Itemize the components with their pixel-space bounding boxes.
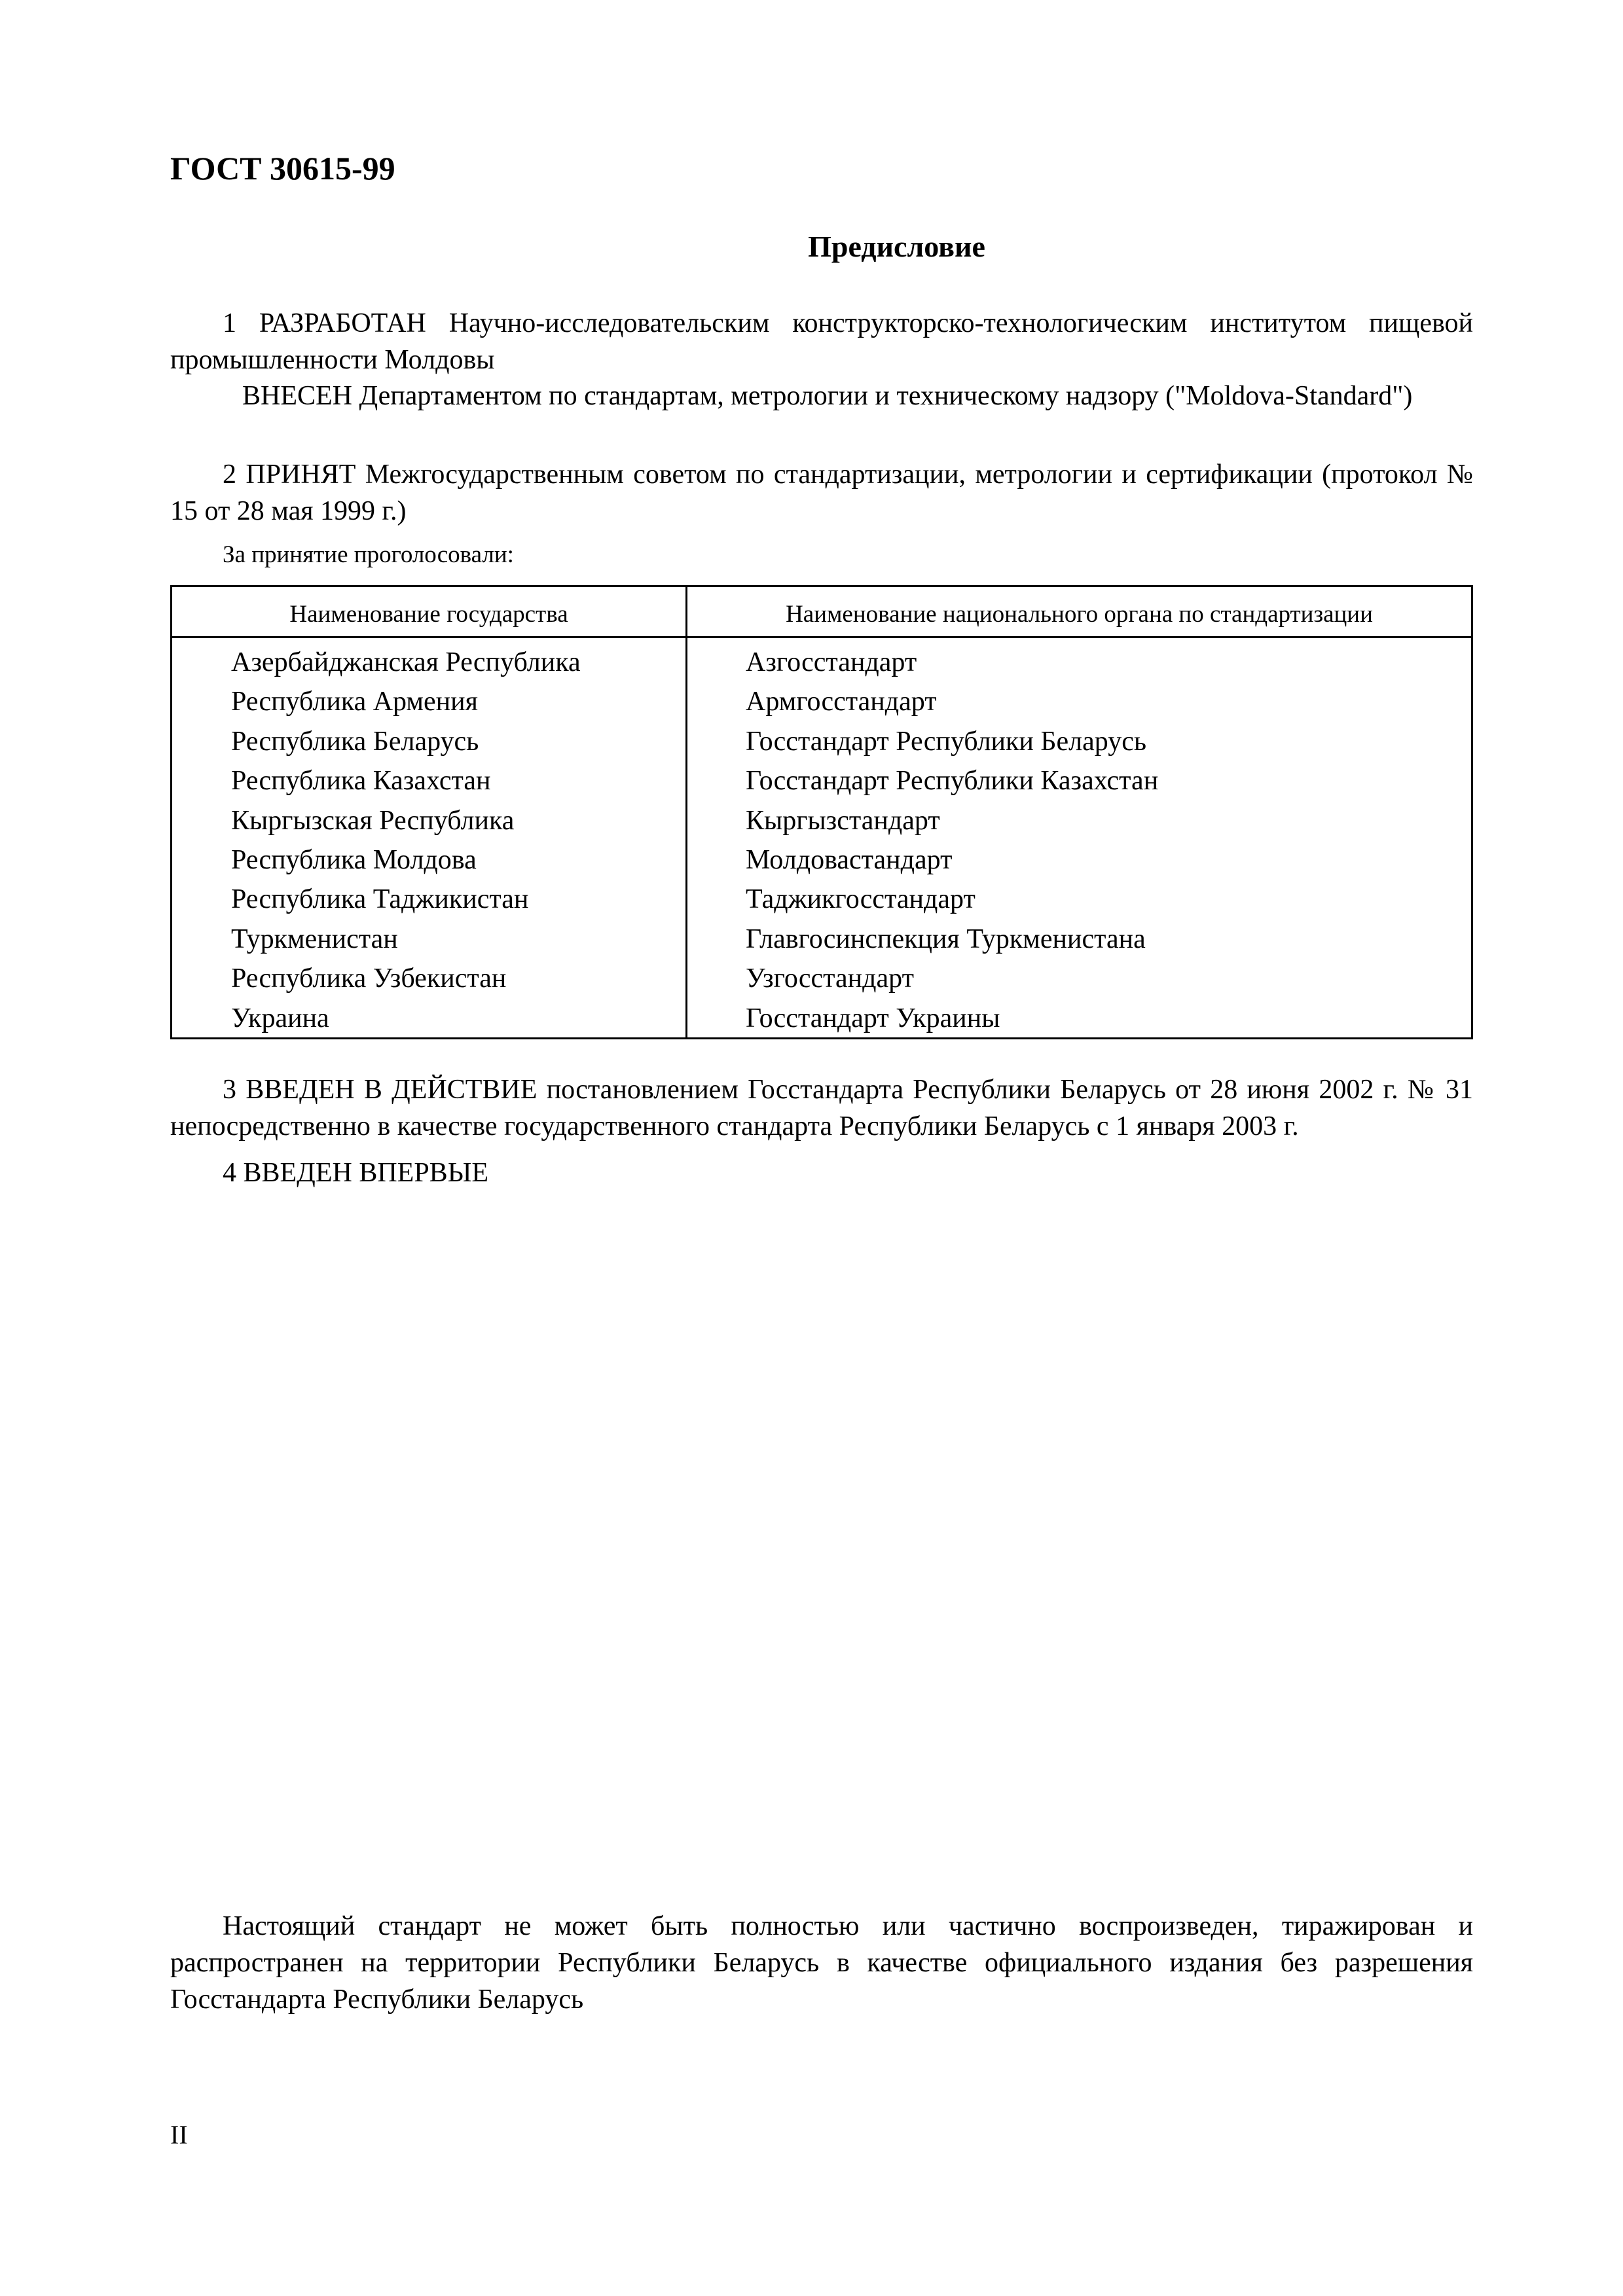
table-cell-body: Госстандарт Республики Казахстан — [746, 766, 1159, 797]
table-row — [172, 924, 1471, 963]
table-cell-state: Азербайджанская Республика — [231, 647, 581, 677]
table-row — [172, 844, 1471, 884]
table-cell-state: Украина — [231, 1003, 329, 1033]
table-cell-body: Кыргызстандарт — [746, 805, 940, 836]
member-states-table — [170, 585, 1473, 1039]
table-row — [172, 686, 1471, 725]
vote-label: За принятие проголосовали: — [223, 541, 514, 568]
table-cell-state: Республика Армения — [231, 687, 478, 717]
table-cell-body: Молдовастандарт — [746, 844, 953, 875]
table-body — [172, 647, 1471, 1042]
paragraph-copyright: Настоящий стандарт не может быть полностью или частично воспроизведен, тиражирован и распространен на территории Республики Беларусь в качестве официального издания без разрешения Госстандарта Республики Беларусь — [170, 1911, 1473, 2015]
paragraph-adopted: 2 ПРИНЯТ Межгосударственным советом по стандартизации, метрологии и сертификации (протокол № 15 от 28 мая 1999 г.) — [170, 459, 1473, 526]
table-row — [172, 765, 1471, 804]
table-row — [172, 805, 1471, 844]
table-cell-state: Республика Казахстан — [231, 766, 491, 797]
table-cell-body: Армгосстандарт — [746, 687, 937, 717]
table-row — [172, 726, 1471, 765]
paragraph-enacted: 3 ВВЕДЕН В ДЕЙСТВИЕ постановлением Госстандарта Республики Беларусь от 28 июня 2002 г. № 31 непосредственно в качестве государственного стандарта Республики Беларусь с 1 января 2003 г. — [170, 1075, 1473, 1141]
table-cell-state: Республика Беларусь — [231, 726, 479, 757]
table-cell-body: Госстандарт Республики Беларусь — [746, 726, 1147, 757]
table-cell-body: Таджикгосстандарт — [746, 884, 976, 915]
table-cell-state: Туркменистан — [231, 924, 398, 954]
table-cell-state: Республика Молдова — [231, 844, 477, 875]
paragraph-developed: 1 РАЗРАБОТАН Научно-исследовательским конструкторско-технологическим институтом пищевой промышленности Молдовы — [170, 308, 1473, 375]
table-header-body: Наименование национального органа по стандартизации — [786, 601, 1373, 628]
table-header-divider — [172, 636, 1471, 638]
page-title: Предисловие — [808, 230, 985, 263]
paragraph-first-time: 4 ВВЕДЕН ВПЕРВЫЕ — [223, 1158, 488, 1188]
table-cell-body: Главгосинспекция Туркменистана — [746, 924, 1146, 954]
table-row — [172, 647, 1471, 686]
table-row — [172, 884, 1471, 923]
table-cell-state: Кыргызская Республика — [231, 805, 515, 836]
table-cell-body: Узгосстандарт — [746, 963, 914, 994]
table-row — [172, 963, 1471, 1002]
table-cell-body: Азгосстандарт — [746, 647, 917, 677]
document-code: ГОСТ 30615-99 — [170, 150, 395, 187]
table-cell-state: Республика Таджикистан — [231, 884, 529, 915]
table-cell-state: Республика Узбекистан — [231, 963, 507, 994]
table-cell-body: Госстандарт Украины — [746, 1003, 1000, 1033]
table-row — [172, 1003, 1471, 1042]
page-number: II — [170, 2120, 188, 2149]
table-header-state: Наименование государства — [289, 601, 568, 628]
paragraph-submitted: ВНЕСЕН Департаментом по стандартам, метрологии и техническому надзору ("Moldova-Standard") — [242, 381, 1413, 411]
